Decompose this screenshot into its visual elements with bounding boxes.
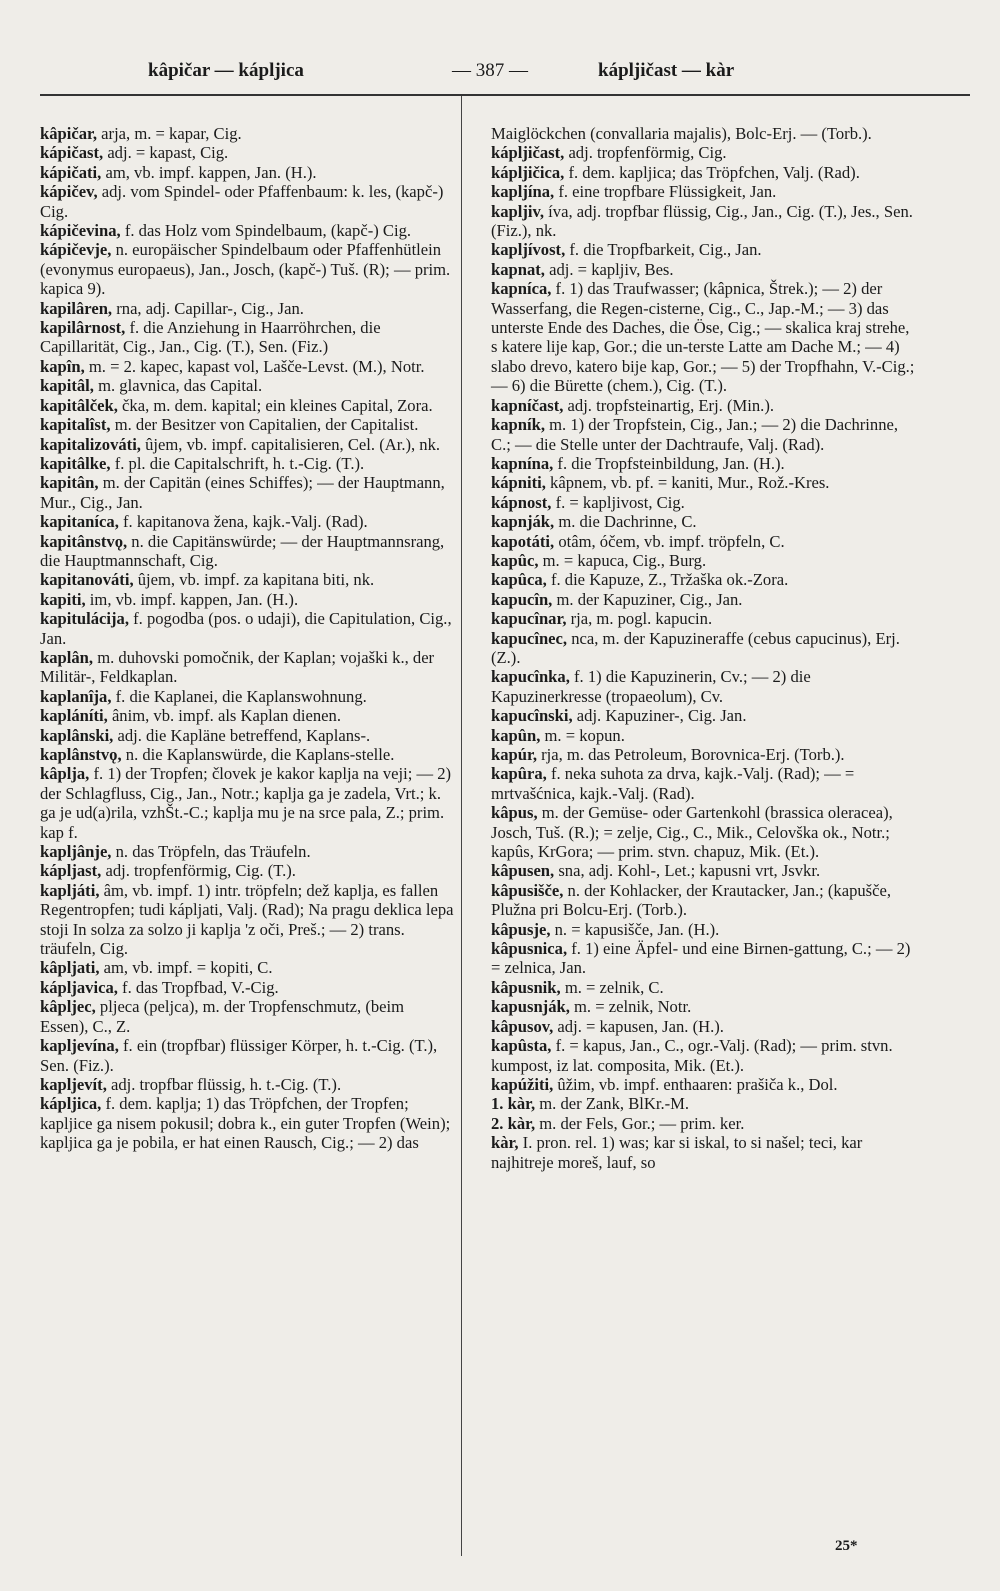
headword: kapûsta, — [491, 1036, 552, 1056]
definition: adj. die Kapläne betreffend, Kaplans-. — [113, 725, 371, 745]
headword: kaplânski, — [40, 725, 114, 745]
dictionary-entry — [40, 764, 455, 842]
dictionary-entry — [491, 667, 916, 706]
dictionary-entry — [491, 454, 916, 473]
headword: kapník, — [491, 415, 545, 435]
headword: kapûca, — [491, 570, 547, 590]
headword: kapitalizováti, — [40, 434, 141, 454]
definition: f. das Holz vom Spindelbaum, (kapč-) Cig. — [120, 221, 412, 241]
headword: kapláníti, — [40, 706, 108, 726]
definition: m. = zelnik, Notr. — [569, 997, 692, 1017]
dictionary-entry — [40, 978, 455, 997]
definition: m. der Zank, BlKr.-M. — [535, 1094, 690, 1114]
definition: ûjem, vb. impf. za kapitana biti, nk. — [133, 570, 375, 590]
headword: kapníčast, — [491, 395, 564, 415]
definition: am, vb. impf. = kopiti, C. — [99, 958, 273, 978]
definition: f. dem. kaplja; 1) das Tröpfchen, der Tropfen; kapljice ga nisem pokusil; dobra k., ein guter Tropfen (Wein); kapljica ga je pobila, er hat einen Rausch, Cig.; — 2) das — [40, 1094, 451, 1153]
definition: f. kapitanova žena, kajk.-Valj. (Rad). — [118, 512, 368, 532]
definition: f. 1) das Traufwasser; (kâpnica, Štrek.); — 2) der Wasserfang, die Regen-cisterne, Cig., C., Jap.-M.; — 3) das unterste Ende des Daches, die Öse, Cig.; — skalica kraj strehe, s katere lije kap, Gor.; die un-terste Latte am Dache M.; — 4) slabo drevo, katero bije kap, Gor.; — 5) der Tropfhahn, V.-Cig.; — 6) die Bürette (chem.), Cig. (T.). — [491, 279, 915, 396]
dictionary-entry — [40, 182, 455, 221]
dictionary-entry — [40, 1036, 455, 1075]
headword: kapûra, — [491, 764, 547, 784]
headword: kápnost, — [491, 492, 552, 512]
dictionary-entry — [40, 473, 455, 512]
headword: kapníca, — [491, 279, 552, 299]
dictionary-entry — [40, 648, 455, 687]
definition: m. = kapuca, Cig., Burg. — [538, 550, 707, 570]
dictionary-entry — [491, 493, 916, 512]
dictionary-entry — [491, 1075, 916, 1094]
definition: f. pl. die Capitalschrift, h. t.-Cig. (T.). — [110, 453, 365, 473]
definition: adj. tropfenförmig, Cig. (T.). — [101, 861, 296, 881]
headword: kápljica, — [40, 1094, 102, 1114]
headword: 1. kàr, — [491, 1094, 536, 1114]
definition: m. glavnica, das Capital. — [93, 376, 263, 396]
definition: n. die Capitänswürde; — der Hauptmannsrang, die Hauptmannschaft, Cig. — [40, 531, 445, 570]
definition: m. die Dachrinne, C. — [554, 512, 697, 532]
definition: otâm, óčem, vb. impf. tröpfeln, C. — [554, 531, 785, 551]
definition: adj. = kapast, Cig. — [103, 143, 229, 163]
definition: kâpnem, vb. pf. = kaniti, Mur., Rož.-Kres. — [545, 473, 830, 493]
definition: ûžim, vb. impf. enthaaren: prašiča k., Dol. — [553, 1074, 838, 1094]
definition: m. der Capitän (eines Schiffes); — der Hauptmann, Mur., Cig., Jan. — [40, 473, 445, 512]
headword: kaplânstvǫ, — [40, 745, 122, 764]
headword: kapucînski, — [491, 706, 573, 726]
dictionary-entry — [40, 454, 455, 473]
headword: kapljânje, — [40, 842, 112, 862]
headword: kapitâlček, — [40, 395, 118, 415]
dictionary-entry — [40, 512, 455, 531]
headword: kâpičar, — [40, 124, 98, 143]
dictionary-entry — [491, 1036, 916, 1075]
definition: f. die Tropfbarkeit, Cig., Jan. — [565, 240, 762, 260]
definition: f. pogodba (pos. o udaji), die Capitulation, Cig., Jan. — [40, 609, 452, 648]
dictionary-entry — [491, 997, 916, 1016]
headword: kaplân, — [40, 647, 94, 667]
definition: čka, m. dem. kapital; ein kleines Capital, Zora. — [117, 395, 433, 415]
definition: f. das Tropfbad, V.-Cig. — [117, 977, 279, 997]
definition: ûjem, vb. impf. capitalisieren, Cel. (Ar.), nk. — [140, 434, 441, 454]
definition: n. die Kaplanswürde, die Kaplans-stelle. — [121, 745, 395, 764]
dictionary-entry — [491, 279, 916, 395]
dictionary-entry — [40, 435, 455, 454]
definition: ânim, vb. impf. als Kaplan dienen. — [107, 706, 341, 726]
dictionary-entry — [491, 1114, 916, 1133]
definition: rna, adj. Capillar-, Cig., Jan. — [112, 298, 304, 318]
headword: kâpusišče, — [491, 880, 564, 900]
dictionary-entry — [40, 570, 455, 589]
definition: m. duhovski pomočnik, der Kaplan; vojaški k., der Militär-, Feldkaplan. — [40, 647, 435, 687]
definition: adj. vom Spindel- oder Pfaffenbaum: k. les, (kapč-) Cig. — [40, 182, 444, 221]
headword: kapljevína, — [40, 1036, 119, 1056]
headword: kâpusnica, — [491, 939, 568, 959]
headword: kapnína, — [491, 453, 554, 473]
headword: kapljevít, — [40, 1074, 107, 1094]
definition: m. der Fels, Gor.; — prim. ker. — [535, 1113, 745, 1133]
headword: kapnják, — [491, 512, 555, 532]
dictionary-entry — [40, 997, 455, 1036]
definition: f. dem. kapljica; das Tröpfchen, Valj. (Rad). — [564, 162, 860, 182]
dictionary-entry — [40, 1075, 455, 1094]
dictionary-entry — [40, 376, 455, 395]
headword: kapitaníca, — [40, 512, 119, 532]
definition: m. = kopun. — [540, 725, 625, 745]
dictionary-entry — [491, 1094, 916, 1113]
definition: f. die Anziehung in Haarröhrchen, die Capillarität, Cig., Jan., Cig. (T.), Sen. (Fiz.) — [40, 318, 381, 357]
definition: f. = kapljivost, Cig. — [551, 492, 685, 512]
headword: kapljáti, — [40, 880, 100, 900]
definition: m. der Gemüse- oder Gartenkohl (brassica oleracea), Josch, Tuš. (R.); = zelje, Cig., C., Mik., Celovška ok., Notr.; kapûs, KrGora; — prim. stvn. chapuz, Mik. (Et.). — [491, 803, 893, 862]
headword: kapucînka, — [491, 667, 570, 687]
headword: kápljavica, — [40, 977, 118, 997]
dictionary-entry — [40, 240, 455, 298]
definition: f. neka suhota za drva, kajk.-Valj. (Rad); — = mrtvašćnica, kajk.-Valj. (Rad). — [491, 764, 855, 803]
headword: kápljičast, — [491, 143, 565, 163]
definition: m. 1) der Tropfstein, Cig., Jan.; — 2) die Dachrinne, C.; — die Stelle unter der Dachtraufe, Valj. (Rad). — [491, 415, 899, 454]
definition: arja, m. = kapar, Cig. — [97, 124, 242, 143]
headword: kapiti, — [40, 589, 86, 609]
headword: kápičev, — [40, 182, 98, 202]
definition: adj. tropfenförmig, Cig. — [564, 143, 727, 163]
dictionary-entry — [491, 1017, 916, 1036]
headword: kapljívost, — [491, 240, 566, 260]
definition: n. europäischer Spindelbaum oder Pfaffenhütlein (evonymus europaeus), Jan., Josch, (kapč-) Tuš. (R); — prim. kapica 9). — [40, 240, 451, 299]
dictionary-entry — [491, 609, 916, 628]
headword: kapitulácija, — [40, 609, 129, 629]
dictionary-entry — [491, 939, 916, 978]
dictionary-entry — [40, 163, 455, 182]
headword: 2. kàr, — [491, 1113, 536, 1133]
column-divider — [461, 96, 462, 1556]
dictionary-entry — [40, 124, 455, 143]
definition: Maiglöckchen (convallaria majalis), Bolc-Erj. — (Torb.). — [491, 124, 872, 143]
definition: n. der Kohlacker, der Krautacker, Jan.; (kapušče, Plužna pri Bolcu-Erj. (Torb.). — [491, 880, 892, 920]
definition: adj. = kapusen, Jan. (H.). — [553, 1016, 724, 1036]
definition: f. die Kaplanei, die Kaplanswohnung. — [111, 686, 367, 706]
definition: f. = kapus, Jan., C., ogr.-Valj. (Rad); — prim. stvn. kumpost, iz lat. composita, Mik. (Et.). — [491, 1036, 893, 1075]
headword: kâpusje, — [491, 919, 551, 939]
headword: kâpusnik, — [491, 977, 561, 997]
dictionary-entry — [491, 570, 916, 589]
headword: kapucînec, — [491, 628, 568, 648]
dictionary-entry — [40, 726, 455, 745]
dictionary-entry — [491, 240, 916, 259]
headword: kapitân, — [40, 473, 99, 493]
dictionary-entry — [491, 260, 916, 279]
headword: kápičevje, — [40, 240, 112, 260]
dictionary-entry — [491, 920, 916, 939]
headword: kapucîn, — [491, 589, 553, 609]
headword: kapilârnost, — [40, 318, 126, 338]
dictionary-entry — [491, 881, 916, 920]
dictionary-entry — [491, 551, 916, 570]
definition: adj. = kapljiv, Bes. — [544, 259, 674, 279]
definition: n. = kapusišče, Jan. (H.). — [550, 919, 720, 939]
dictionary-entry — [491, 1133, 916, 1172]
dictionary-entry — [491, 473, 916, 492]
definition: m. der Kapuziner, Cig., Jan. — [552, 589, 743, 609]
dictionary-entry — [40, 299, 455, 318]
headword: kàr, — [491, 1133, 519, 1153]
headword: kapitalîst, — [40, 415, 111, 435]
headword: kaplanîja, — [40, 686, 112, 706]
definition: f. 1) der Tropfen; človek je kakor kaplja na veji; — 2) der Schlagfluss, Cig., Jan., Notr.; kaplja ga je zadela, Vrt.; k. ga je ud(a)rila, vzhŠt.-C.; kaplja mu je na srce pala, Z.; prim. kap f. — [40, 764, 452, 842]
definition: im, vb. impf. kappen, Jan. (H.). — [85, 589, 299, 609]
definition: f. 1) eine Äpfel- und eine Birnen-gattung, C.; — 2) = zelnica, Jan. — [491, 939, 911, 978]
headword: kapitâl, — [40, 376, 94, 396]
definition: sna, adj. Kohl-, Let.; kapusni vrt, Jsvkr. — [554, 861, 821, 881]
headword: kâpus, — [491, 803, 538, 823]
headword: kâplja, — [40, 764, 90, 784]
dictionary-entry — [40, 861, 455, 880]
dictionary-entry — [491, 706, 916, 725]
definition: nca, m. der Kapuzineraffe (cebus capucinus), Erj. (Z.). — [491, 628, 900, 667]
headword: kapotáti, — [491, 531, 555, 551]
definition: âm, vb. impf. 1) intr. tröpfeln; dež kaplja, es fallen Regentropfen; tudi kápljati, Valj. (Rad); Na pragu deklica lepa stoji In solza za solzo ji kaplja 'z oči, Preš.; — 2) trans. träufeln, Cig. — [40, 880, 454, 959]
dictionary-entry — [491, 590, 916, 609]
dictionary-entry — [40, 143, 455, 162]
dictionary-entry — [40, 1094, 455, 1152]
definition: f. ein (tropfbar) flüssiger Körper, h. t.-Cig. (T.), Sen. (Fiz.). — [40, 1036, 438, 1075]
headword: kapûn, — [491, 725, 541, 745]
headword: kapîn, — [40, 356, 85, 376]
right-column — [491, 124, 916, 1172]
headword: kapucînar, — [491, 609, 567, 629]
headword: kapljiv, — [491, 201, 545, 221]
headword: kápičati, — [40, 162, 102, 182]
headword: kapitâlke, — [40, 453, 111, 473]
dictionary-entry — [40, 590, 455, 609]
dictionary-entry — [491, 512, 916, 531]
headword: kapitanováti, — [40, 570, 134, 590]
dictionary-entry — [491, 532, 916, 551]
headword: kâpljati, — [40, 958, 100, 978]
dictionary-entry — [40, 357, 455, 376]
definition: m. = zelnik, C. — [560, 977, 664, 997]
dictionary-entry — [40, 318, 455, 357]
dictionary-entry — [491, 764, 916, 803]
dictionary-entry — [491, 745, 916, 764]
headword: kapljína, — [491, 182, 555, 202]
definition: m. = 2. kapec, kapast vol, Lašče-Levst. (M.), Notr. — [84, 356, 425, 376]
definition: rja, m. das Petroleum, Borovnica-Erj. (Torb.). — [536, 745, 845, 764]
definition: f. die Kapuze, Z., Tržaška ok.-Zora. — [546, 570, 789, 590]
definition: adj. Kapuziner-, Cig. Jan. — [572, 706, 747, 726]
dictionary-entry — [40, 221, 455, 240]
headword: kapûc, — [491, 550, 539, 570]
definition: f. eine tropfbare Flüssigkeit, Jan. — [554, 182, 777, 202]
dictionary-entry — [40, 706, 455, 725]
dictionary-entry — [40, 881, 455, 959]
definition: f. die Tropfsteinbildung, Jan. (H.). — [553, 453, 785, 473]
dictionary-entry — [40, 958, 455, 977]
headword: kápniti, — [491, 473, 546, 493]
dictionary-entry — [40, 687, 455, 706]
dictionary-entry — [491, 629, 916, 668]
definition: adj. tropfbar flüssig, h. t.-Cig. (T.). — [106, 1074, 342, 1094]
definition: adj. tropfsteinartig, Erj. (Min.). — [563, 395, 774, 415]
dictionary-entry — [40, 532, 455, 571]
dictionary-entry — [491, 396, 916, 415]
dictionary-entry — [40, 609, 455, 648]
headword: kâpljec, — [40, 997, 96, 1017]
dictionary-entry — [491, 143, 916, 162]
definition: rja, m. pogl. kapucin. — [566, 609, 713, 629]
header-rule — [40, 94, 970, 96]
headword: kápičast, — [40, 143, 104, 163]
dictionary-entry — [491, 202, 916, 241]
dictionary-entry — [491, 978, 916, 997]
dictionary-entry — [40, 415, 455, 434]
headword: kâpusov, — [491, 1016, 554, 1036]
headword: kapnat, — [491, 259, 545, 279]
dictionary-entry — [40, 842, 455, 861]
headword: kápljičica, — [491, 162, 565, 182]
signature-mark: 25* — [835, 1538, 858, 1554]
definition: f. 1) die Kapuzinerin, Cv.; — 2) die Kapuzinerkresse (tropaeolum), Cv. — [491, 667, 811, 706]
dictionary-entry — [491, 726, 916, 745]
headword: kapúr, — [491, 745, 537, 764]
dictionary-entry — [491, 415, 916, 454]
dictionary-entry — [40, 396, 455, 415]
headword: kapúžiti, — [491, 1074, 554, 1094]
headword: kápičevina, — [40, 221, 121, 241]
left-column — [40, 124, 455, 1153]
definition: pljeca (peljca), m. der Tropfenschmutz, (beim Essen), C., Z. — [40, 997, 405, 1036]
headword: kápljast, — [40, 861, 102, 881]
headword: kapitânstvǫ, — [40, 531, 128, 551]
headword: kapilâren, — [40, 298, 113, 318]
definition: I. pron. rel. 1) was; kar si iskal, to si našel; teci, kar najhitreje moreš, lauf, so — [491, 1133, 863, 1172]
dictionary-entry — [491, 182, 916, 201]
definition: íva, adj. tropfbar flüssig, Cig., Jan., Cig. (T.), Jes., Sen. (Fiz.), nk. — [491, 201, 913, 241]
definition: n. das Tröpfeln, das Träufeln. — [111, 842, 311, 862]
definition: am, vb. impf. kappen, Jan. (H.). — [101, 162, 317, 182]
header-right-guideword: kápljičast — kàr — [598, 60, 735, 81]
dictionary-entry — [491, 124, 916, 143]
headword: kâpusen, — [491, 861, 555, 881]
headword: kapusnják, — [491, 997, 570, 1017]
definition: m. der Besitzer von Capitalien, der Capitalist. — [110, 415, 419, 435]
dictionary-entry — [491, 163, 916, 182]
dictionary-entry — [40, 745, 455, 764]
page-number: — 387 — — [452, 60, 528, 81]
dictionary-entry — [491, 803, 916, 861]
running-header — [40, 60, 970, 90]
dictionary-entry — [491, 861, 916, 880]
header-left-guideword: kâpičar — kápljica — [148, 60, 304, 81]
